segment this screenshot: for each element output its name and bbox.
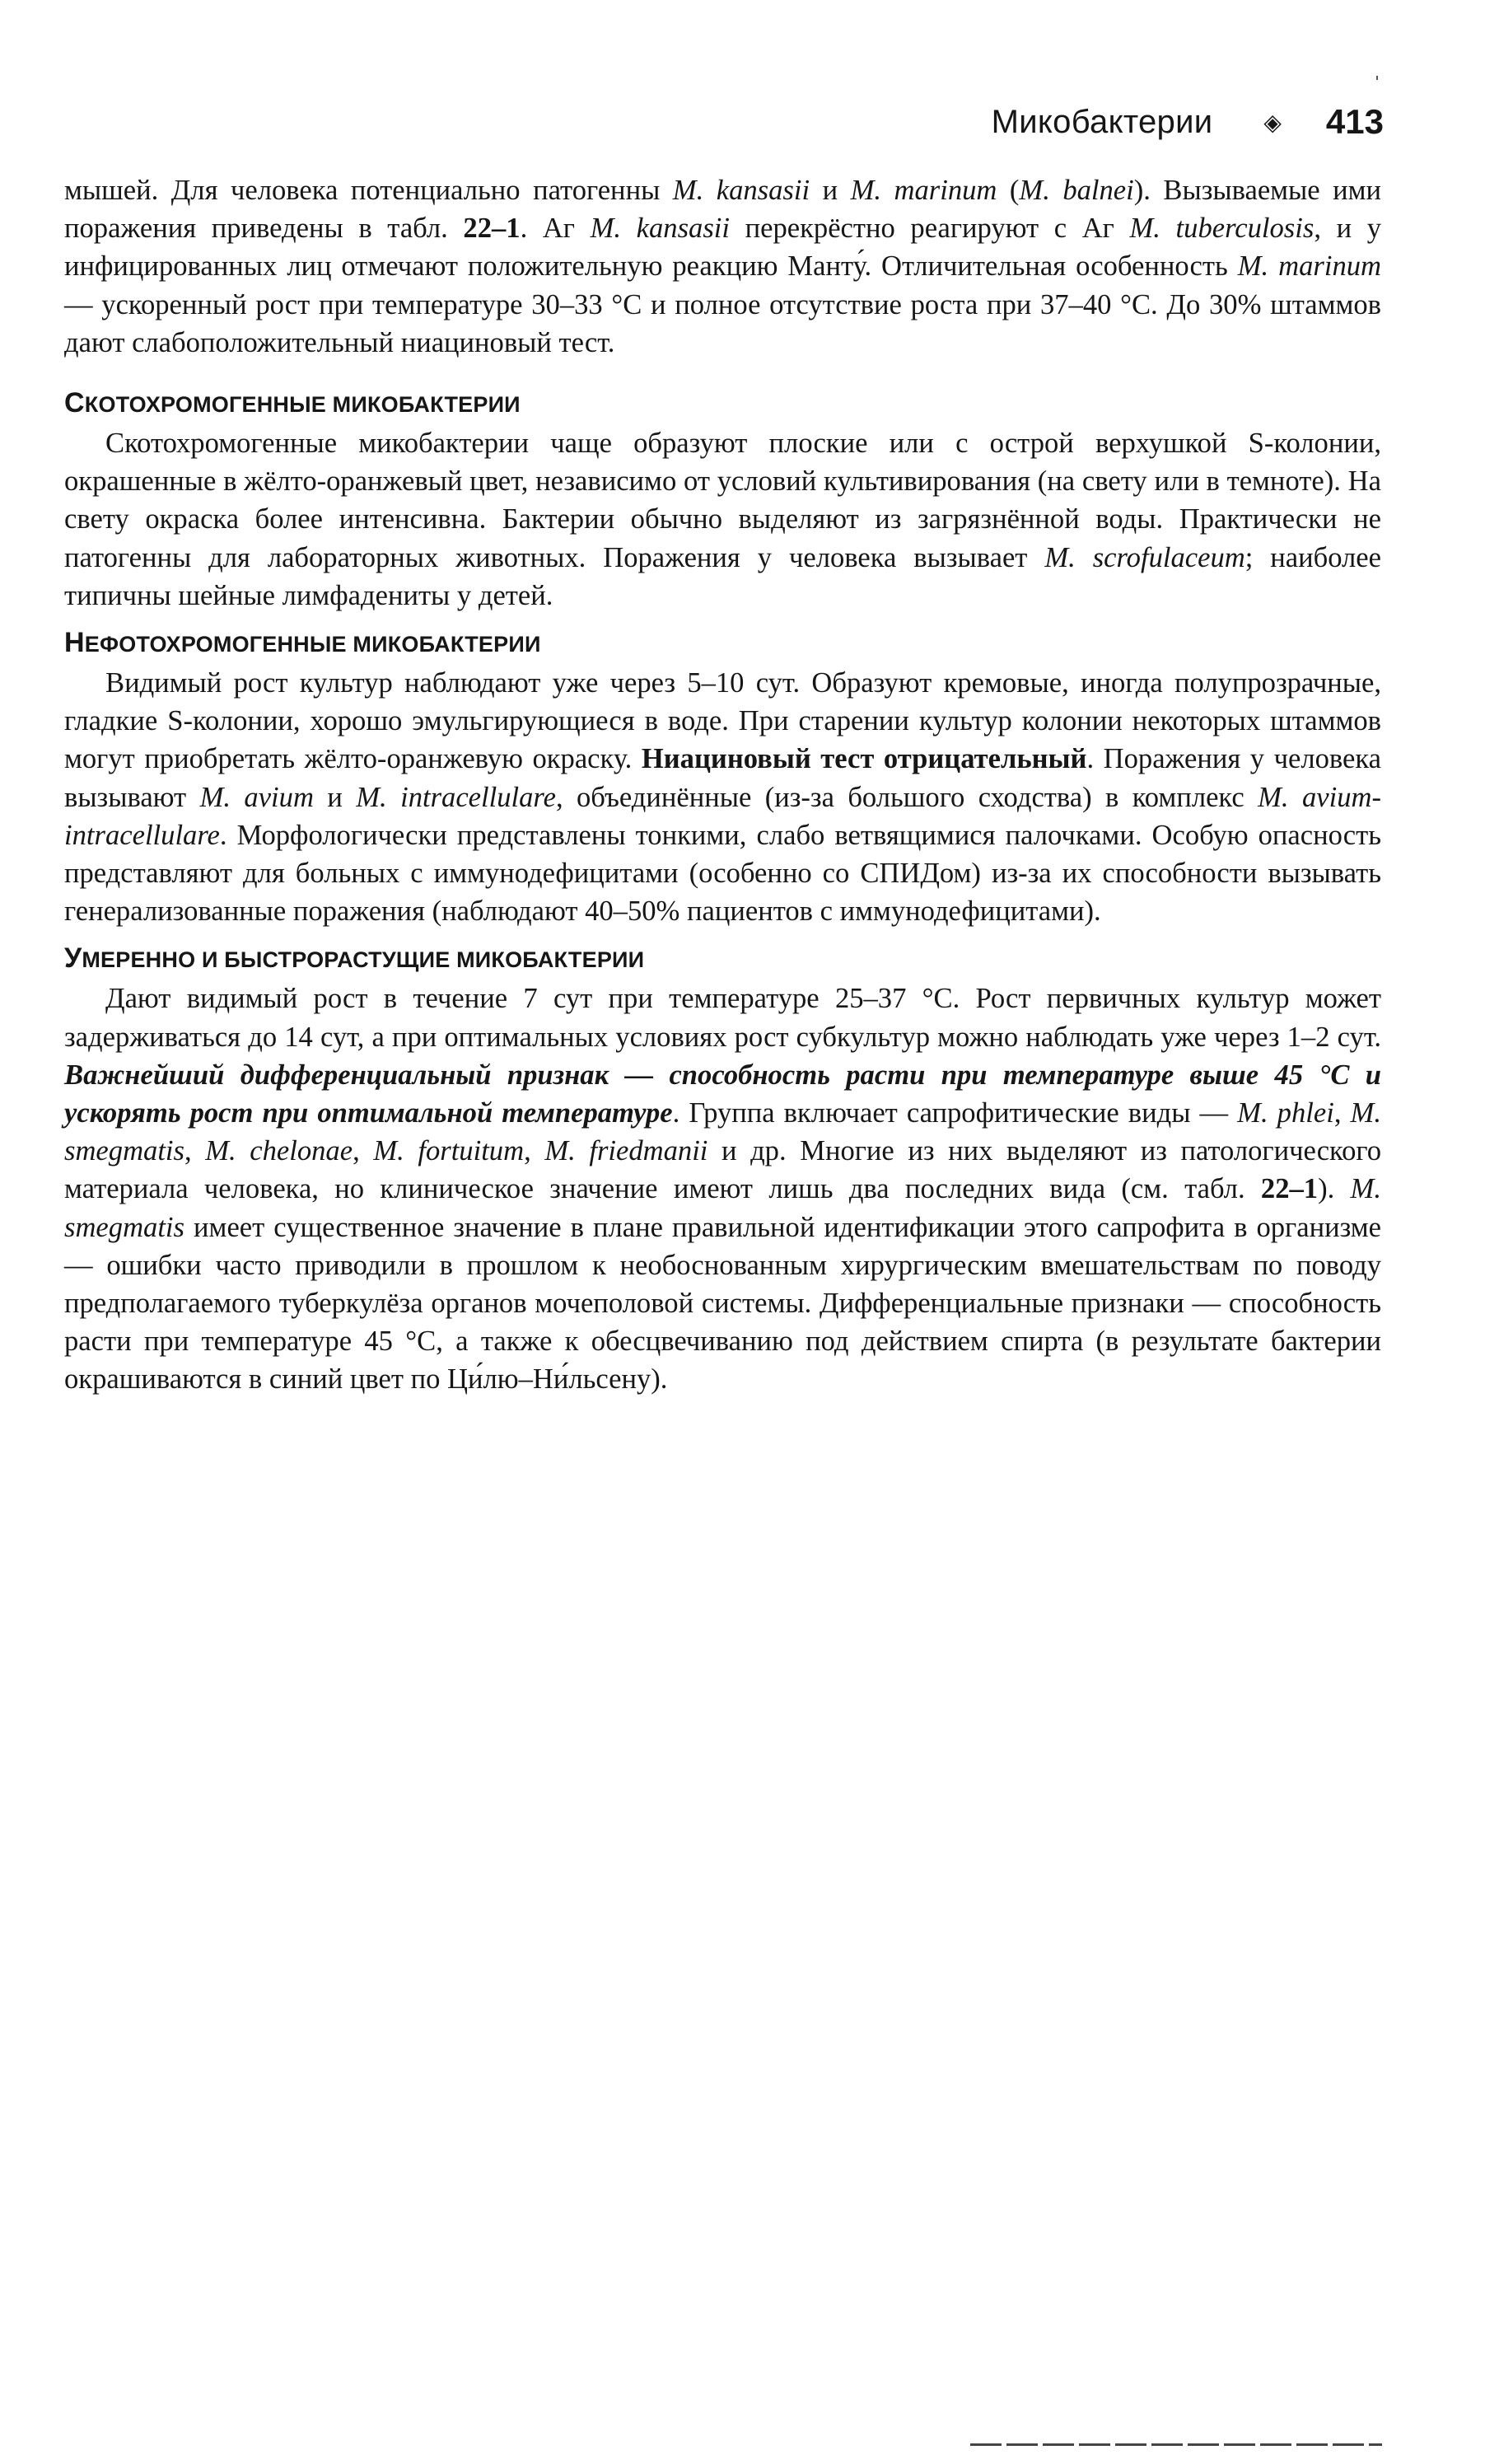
- paragraph-continued: [64, 171, 1381, 362]
- text-run: Видимый рост культур наблюдают уже через 5–10 сут. Образуют кремовые, иногда полупрозрачные, гладкие S-колонии, хорошо эмульгирующиеся в воде. При старении культур колонии некоторых штаммов могут приобретать жёлто-оранжевую окраску.: [64, 667, 1381, 775]
- footer-rule: [970, 2443, 1382, 2446]
- heading-initial: С: [64, 387, 85, 419]
- text-run: . Группа включает сапрофитические виды —: [672, 1097, 1238, 1129]
- running-head: [824, 97, 1384, 147]
- heading-rest: КОТОХРОМОГЕННЫЕ МИКОБАКТЕРИИ: [84, 392, 521, 418]
- paragraph-fast-growing: [64, 980, 1381, 1398]
- text-run: и: [313, 781, 357, 813]
- bold-phrase: Ниациновый тест отрицательный: [641, 743, 1087, 775]
- text-run: ,: [353, 1135, 374, 1167]
- species-name: M. scrofulaceum: [1044, 541, 1245, 573]
- species-name: M. kansasii: [672, 175, 810, 206]
- text-run: Скотохромогенные микобактерии чаще образуют плоские или с острой верхушкой S-колонии, окрашенные в жёлто-оранжевый цвет, независимо от условий культивирования (на свету или в темноте). На свету окраска более интенсивна. Бактерии обычно выделяют из загрязнённой воды. Практически не патогенны для лабораторных животных. Поражения у человека вызывает: [64, 428, 1381, 573]
- text-run: ,: [1333, 1097, 1351, 1129]
- text-run: и др. Многие из них выделяют из патологического материала человека, но клиническое значение имеют лишь два последних вида (см. табл.: [64, 1135, 1382, 1205]
- text-run: ). Вызываемые ими поражения приведены в табл.: [64, 175, 1382, 245]
- text-run: ).: [1318, 1173, 1351, 1205]
- species-name: M. marinum: [850, 175, 997, 206]
- text-run: Дают видимый рост в течение 7 сут при температуре 25–37 °C. Рост первичных культур может задерживаться до 14 сут, а при оптимальных условиях рост субкультур можно наблюдать уже через 1–2 сут.: [64, 983, 1381, 1053]
- paragraph-scotochromogenic: [64, 424, 1381, 615]
- species-name: M. friedmanii: [544, 1135, 708, 1167]
- heading-rest: ЕФОТОХРОМОГЕННЫЕ МИКОБАКТЕРИИ: [84, 632, 541, 657]
- text-run: имеет существенное значение в плане правильной идентификации этого сапрофита в организме — ошибки часто приводили в прошлом к необоснованным хирургическим вмешательствам по поводу предполагаемого туберкулёза органов мочеполовой системы. Дифференциальные признаки — способность расти при температуре 45 °C, а также к обесцвечиванию под действием спирта (в результате бактерии окрашиваются в синий цвет по Ци́лю–Ни́льсену).: [64, 1211, 1381, 1396]
- diamond-icon: ◈: [1263, 108, 1282, 136]
- text-run: — ускоренный рост при температуре 30–33 °C и полное отсутствие роста при 37–40 °C. До 30% штаммов дают слабоположительный ниациновый тест.: [64, 288, 1381, 358]
- text-run: ; наиболее типичны шейные лимфадениты у детей.: [64, 541, 1381, 611]
- text-run: мышей. Для человека потенциально патогенны: [64, 175, 673, 206]
- page-number: 413: [1325, 102, 1384, 141]
- section-heading-nonphotochromogenic: [64, 629, 1381, 657]
- species-name: M. intracellulare: [356, 781, 556, 813]
- body-text: [64, 171, 1381, 1399]
- text-run: ,: [524, 1135, 545, 1167]
- key-feature-phrase: Важнейший дифференциальный признак — способность расти при температуре выше 45 °C и ускорять рост при оптимальной температуре: [64, 1059, 1381, 1129]
- species-name: M. fortuitum: [373, 1135, 525, 1167]
- table-reference: 22–1: [463, 213, 521, 245]
- text-run: . Морфологически представлены тонкими, слабо ветвящимися палочками. Особую опасность представляют для больных с иммунодефицитами (особенно со СПИДом) из-за их способности вызывать генерализованные поражения (наблюдают 40–50% пациентов с иммунодефицитами).: [64, 819, 1381, 928]
- species-name: M. avium: [199, 781, 314, 813]
- text-run: . Поражения у человека вызывают: [64, 743, 1381, 813]
- species-name: M. avium-intracellulare: [64, 781, 1381, 851]
- species-name: M. kansasii: [590, 213, 731, 245]
- species-name: M. chelonae: [205, 1135, 353, 1167]
- text-run: , и у инфицированных лиц отмечают положительную реакцию Манту́. Отличительная особенность: [64, 213, 1381, 283]
- species-name: M. tuberculosis: [1129, 213, 1315, 245]
- species-name: M. marinum: [1237, 250, 1381, 283]
- species-name: M. smegmatis: [64, 1097, 1381, 1167]
- text-run: , объединённые (из-за большого сходства) в комплекс: [555, 781, 1259, 813]
- running-head-title: Микобактерии: [991, 103, 1213, 140]
- section-heading-fast-growing: [64, 942, 1381, 975]
- text-run: и: [810, 175, 851, 206]
- heading-initial: Н: [64, 627, 85, 659]
- species-name: M. balnei: [1019, 175, 1134, 206]
- text-run: (: [997, 175, 1020, 206]
- heading-rest: МЕРЕННО И БЫСТРОРАСТУЩИЕ МИКОБАКТЕРИИ: [82, 947, 645, 973]
- species-name: M. phlei: [1237, 1097, 1334, 1129]
- species-name: M. smegmatis: [64, 1173, 1381, 1243]
- paragraph-nonphotochromogenic: [64, 664, 1381, 930]
- text-run: перекрёстно реагируют с Аг: [730, 213, 1130, 245]
- text-run: ,: [184, 1135, 206, 1167]
- table-reference: 22–1: [1260, 1173, 1319, 1205]
- heading-initial: У: [64, 942, 82, 975]
- text-run: . Аг: [520, 213, 591, 245]
- section-heading-scotochromogenic: [64, 387, 1381, 419]
- scan-mark: [1376, 76, 1378, 80]
